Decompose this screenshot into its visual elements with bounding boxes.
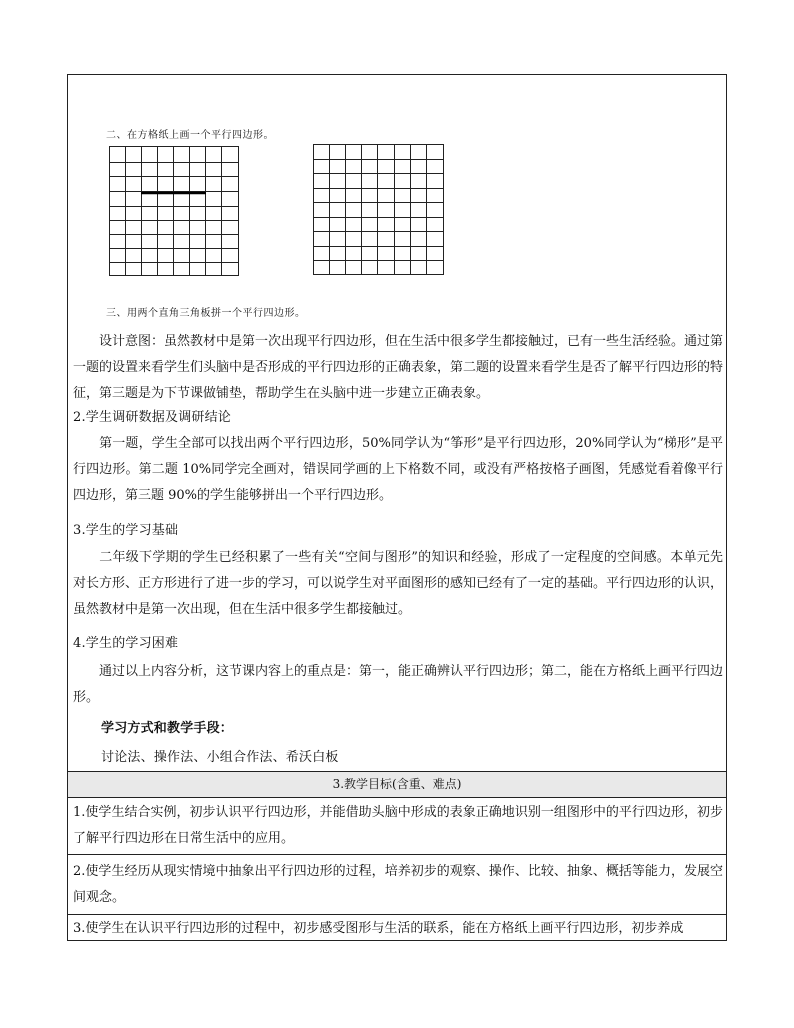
section4-text: 通过以上内容分析，这节课内容上的重点是：第一，能正确辨认平行四边形；第二，能在方格纸上画平行四边形。 [73,664,724,705]
section2-paragraph [73,431,723,509]
empty-square-grid [313,144,445,276]
design-intent-paragraph [73,329,723,407]
square-grid-with-segment [109,146,241,278]
section3-paragraph [73,545,723,623]
objectives-section-bar: 3.教学目标(含重、难点) [68,771,726,798]
grid-lines [314,145,444,275]
section3-text: 二年级下学期的学生已经积累了一些有关“空间与图形”的知识和经验，形成了一定程度的空间感。本单元先对长方形、正方形进行了进一步的学习，可以说学生对平面图形的感知已经有了一定的基础。平行四边形的认识，虽然教材中是第一次出现，但在生活中很多学生都接触过。 [73,550,724,617]
methods-body: 讨论法、操作法、小组合作法、希沃白板 [101,750,339,765]
section2-text: 第一题，学生全部可以找出两个平行四边形，50%同学认为“筝形”是平行四边形，20%同学认为“梯形”是平行四边形。第二题 10%同学完全画对，错误同学画的上下格数不同，或没有严格按格子画图，凭感觉看着像平行四边形，第三题 90%的学生能够拼出一个平行四边形。 [73,436,723,503]
section2-heading: 2.学生调研数据及调研结论 [73,410,232,425]
objective-3: 3.使学生在认识平行四边形的过程中，初步感受图形与生活的联系，能在方格纸上画平行四边形，初步养成 [73,921,684,936]
row-divider [68,914,726,915]
objective-2: 2.使学生经历从现实情境中抽象出平行四边形的过程，培养初步的观察、操作、比较、抽象、概括等能力，发展空间观念。 [73,864,723,905]
exercise3-title: 三、用两个直角三角板拼一个平行四边形。 [106,308,306,319]
grid-lines [110,147,239,276]
design-intent-text: 设计意图：虽然教材中是第一次出现平行四边形，但在生活中很多学生都接触过，已有一些生活经验。通过第一题的设置来看学生们头脑中是否形成的平行四边形的正确表象，第二题的设置来看学生是否了解平行四边形的特征，第三题是为下节课做铺垫，帮助学生在头脑中进一步建立正确表象。 [73,334,724,401]
section4-paragraph [73,659,723,711]
objective-1: 1.使学生结合实例，初步认识平行四边形，并能借助头脑中形成的表象正确地识别一组图形中的平行四边形，初步了解平行四边形在日常生活中的应用。 [73,805,723,846]
exercise2-title: 二、在方格纸上画一个平行四边形。 [106,130,274,141]
methods-heading: 学习方式和教学手段： [101,721,234,736]
lesson-plan-table [67,74,727,941]
row-divider [68,854,726,855]
section4-heading: 4.学生的学习困难 [73,636,179,651]
section3-heading: 3.学生的学习基础 [73,523,179,538]
